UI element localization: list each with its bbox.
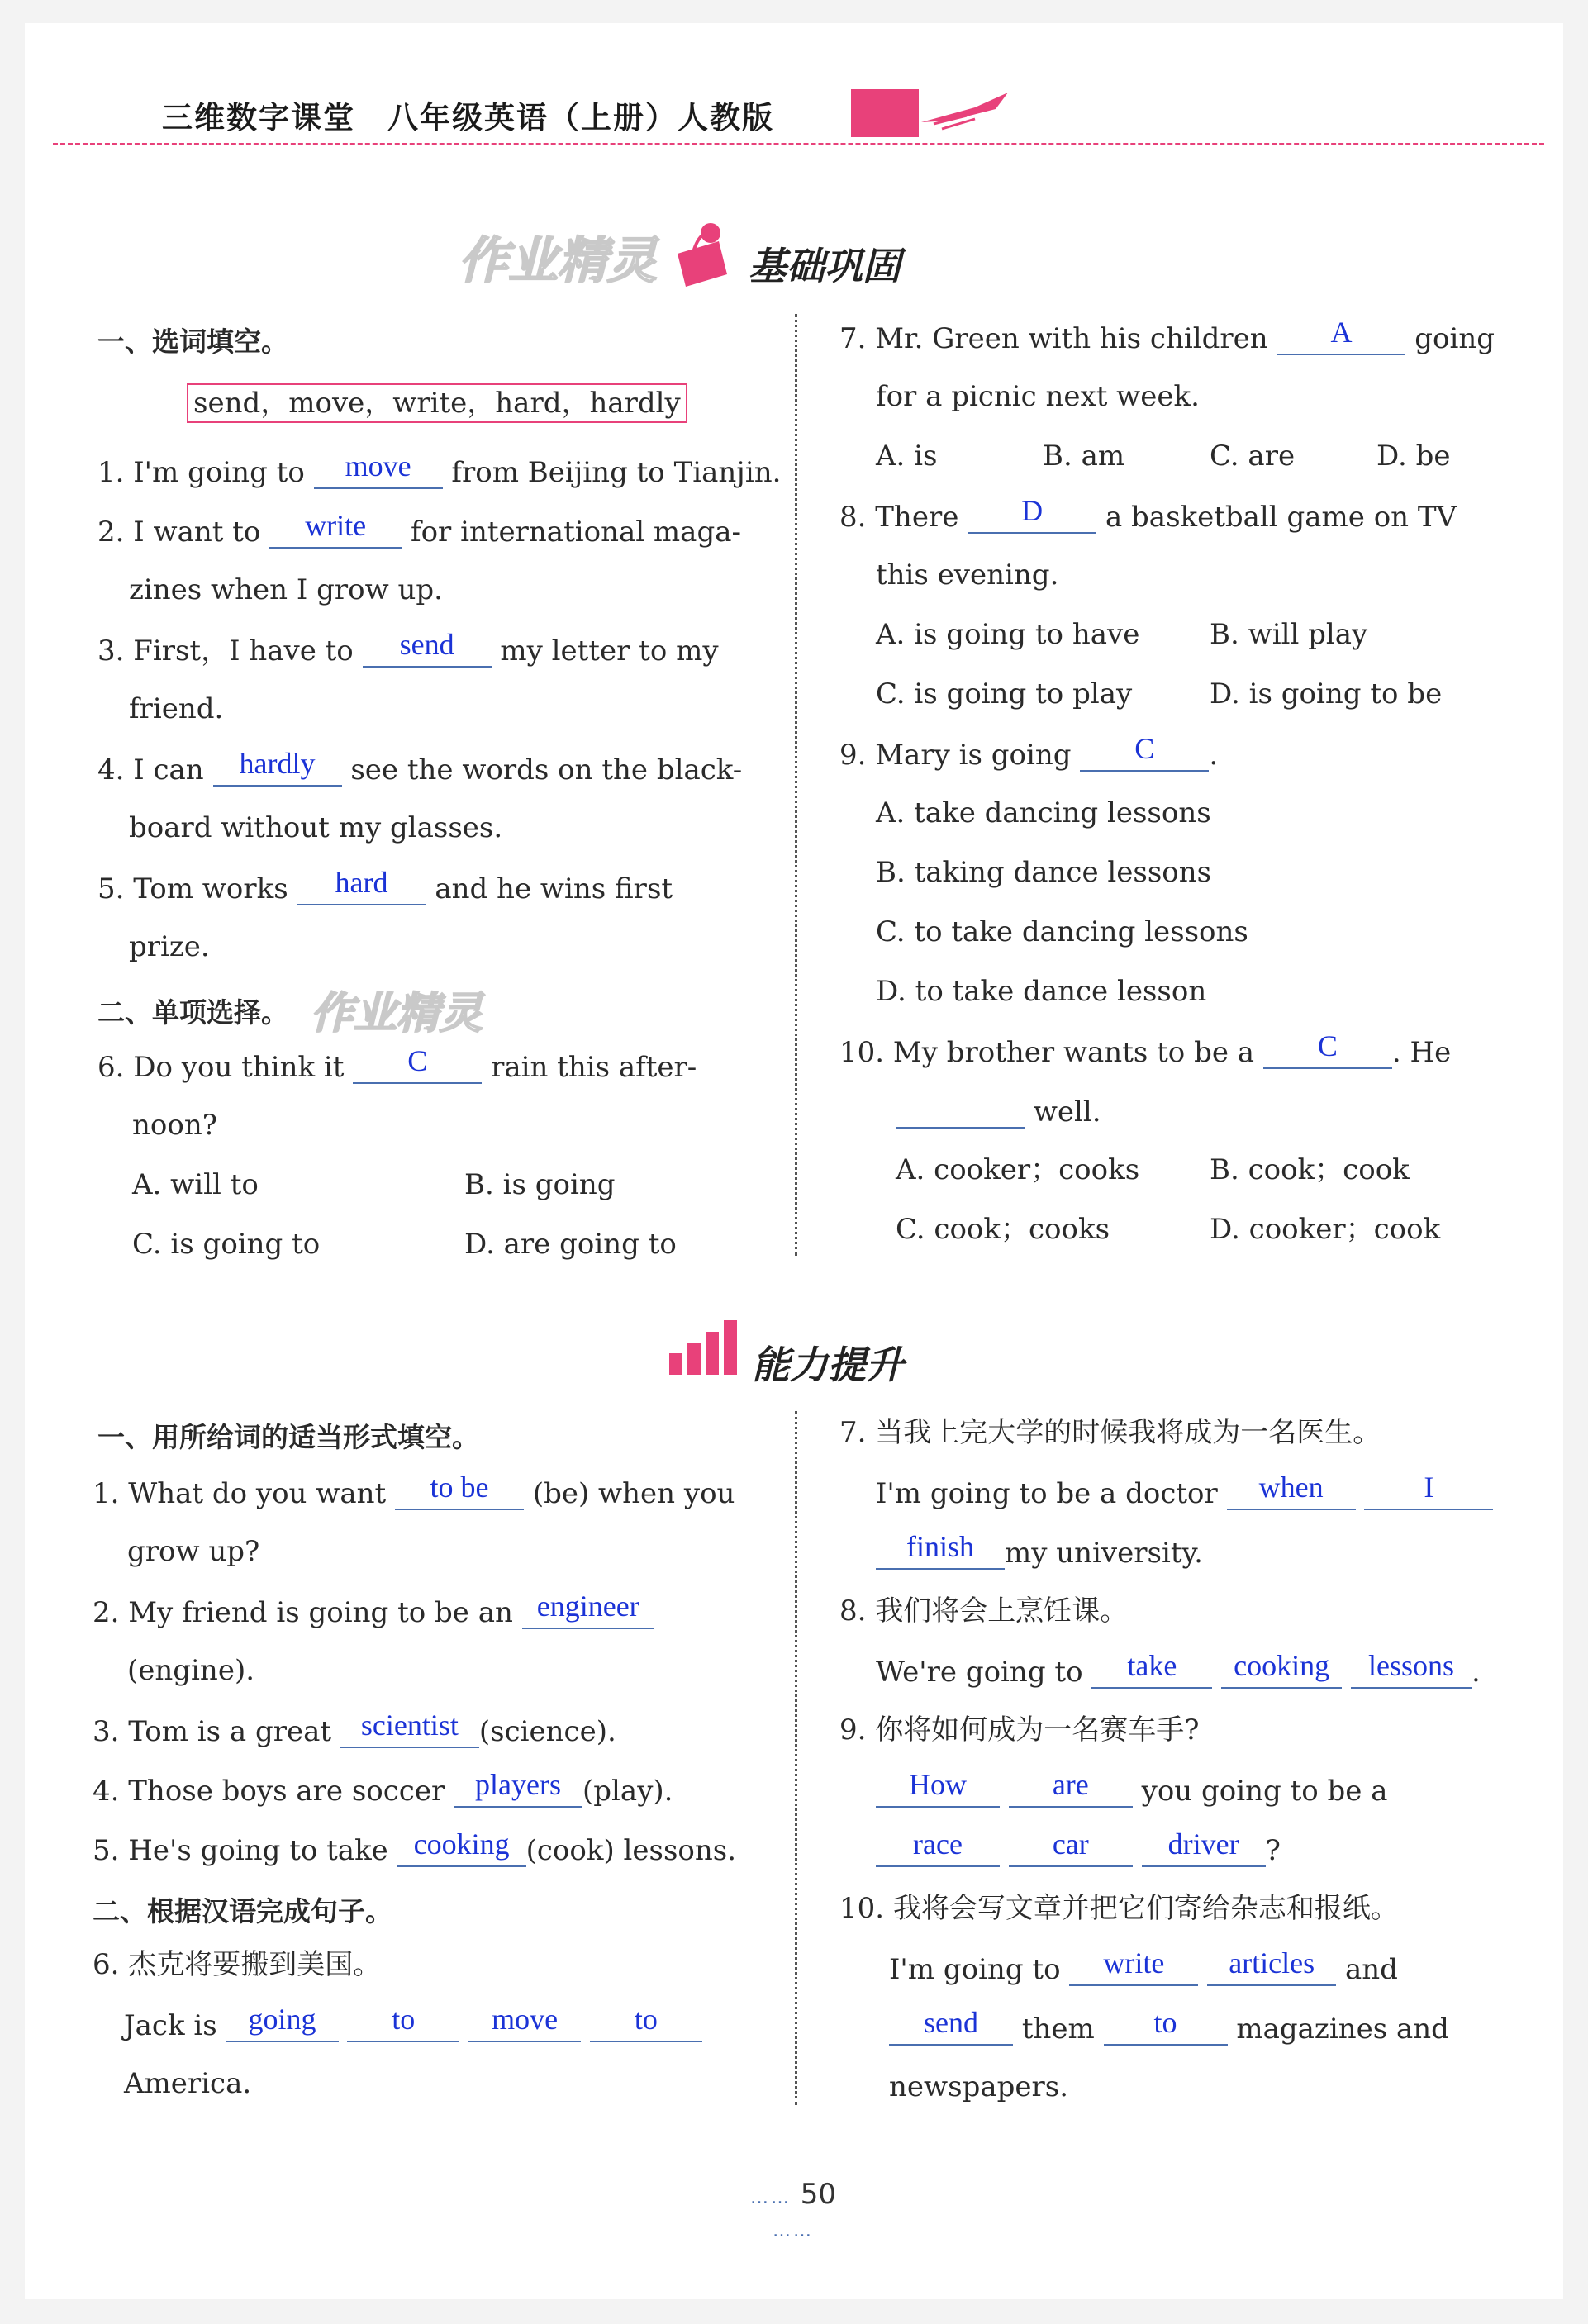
part1-heading: 一、选词填空。 bbox=[97, 326, 288, 358]
section-title-basic: 基础巩固 bbox=[749, 244, 901, 288]
section-title-advanced: 能力提升 bbox=[752, 1343, 904, 1387]
answer-s2-2[interactable]: engineer bbox=[536, 1590, 639, 1623]
answer-1[interactable]: move bbox=[345, 449, 411, 482]
answer-s2-10a[interactable]: write bbox=[1103, 1946, 1165, 1979]
question-s2-2: 2. My friend is going to be an engineer bbox=[93, 1594, 654, 1629]
watermark-2: 作业精灵 bbox=[311, 989, 483, 1038]
answer-s2-7b[interactable]: I bbox=[1424, 1471, 1434, 1504]
question-s2-8-cn: 8. 我们将会上烹饪课。 bbox=[839, 1594, 1129, 1628]
answer-6[interactable]: C bbox=[407, 1044, 428, 1077]
question-s2-10: I'm going to write articles and bbox=[889, 1946, 1398, 1986]
question-s2-1: 1. What do you want to be (be) when you bbox=[93, 1471, 735, 1510]
answer-s2-8a[interactable]: take bbox=[1127, 1649, 1177, 1682]
answer-s2-10b[interactable]: articles bbox=[1229, 1946, 1315, 1979]
question-s2-7: I'm going to be a doctor when I bbox=[876, 1476, 1493, 1510]
answer-s2-7c[interactable]: finish bbox=[906, 1530, 974, 1563]
answer-s2-4[interactable]: players bbox=[475, 1768, 561, 1801]
question-6: 6. Do you think it C rain this after- bbox=[97, 1044, 697, 1084]
book-title: 三维数字课堂 八年级英语（上册）人教版 bbox=[162, 100, 774, 135]
question-4-cont: board without my glasses. bbox=[129, 811, 503, 844]
option-7c: C. are bbox=[1210, 440, 1296, 473]
answer-4[interactable]: hardly bbox=[239, 747, 316, 780]
question-s2-10-cont: send them to magazines and bbox=[889, 2011, 1449, 2046]
watermark: 作业精灵 bbox=[459, 232, 657, 290]
option-7a: A. is bbox=[876, 440, 938, 473]
question-s2-4: 4. Those boys are soccer players (play). bbox=[93, 1768, 673, 1808]
header-accent-block bbox=[851, 89, 919, 137]
answer-5[interactable]: hard bbox=[335, 866, 388, 899]
option-9d: D. to take dance lesson bbox=[876, 975, 1207, 1008]
answer-3[interactable]: send bbox=[399, 628, 454, 661]
question-s2-10-cont2: newspapers. bbox=[889, 2070, 1068, 2103]
column-divider-2 bbox=[795, 1411, 797, 2105]
answer-s2-6d[interactable]: to bbox=[634, 2003, 658, 2036]
question-7: 7. Mr. Green with his children A going bbox=[839, 316, 1495, 355]
question-3-cont: friend. bbox=[129, 692, 224, 725]
question-s2-5: 5. He's going to take cooking (cook) lessons. bbox=[93, 1827, 737, 1867]
question-7-cont: for a picnic next week. bbox=[876, 380, 1200, 413]
option-9b: B. taking dance lessons bbox=[876, 856, 1212, 889]
question-10: 10. My brother wants to be a C . He bbox=[839, 1029, 1452, 1069]
question-6-cont: noon? bbox=[132, 1109, 217, 1142]
question-s2-6-cn: 6. 杰克将要搬到美国。 bbox=[93, 1948, 382, 1981]
question-s2-6: Jack is going to move to bbox=[124, 2008, 702, 2042]
answer-s2-6a[interactable]: going bbox=[248, 2003, 316, 2036]
answer-10[interactable]: C bbox=[1317, 1029, 1338, 1062]
question-s2-1-cont: grow up? bbox=[127, 1535, 260, 1568]
option-10a: A. cooker；cooks bbox=[896, 1153, 1140, 1186]
question-5: 5. Tom works hard and he wins first bbox=[97, 866, 673, 905]
option-6c: C. is going to bbox=[132, 1228, 321, 1261]
question-4: 4. I can hardly see the words on the black- bbox=[97, 747, 743, 787]
option-7d: D. be bbox=[1376, 440, 1451, 473]
blank-10b[interactable] bbox=[896, 1094, 1025, 1129]
answer-s2-3[interactable]: scientist bbox=[360, 1709, 459, 1742]
question-s2-7-cn: 7. 当我上完大学的时候我将成为一名医生。 bbox=[839, 1416, 1381, 1449]
option-9a: A. take dancing lessons bbox=[876, 796, 1211, 829]
question-s2-3: 3. Tom is a great scientist (science). bbox=[93, 1709, 616, 1748]
answer-s2-6c[interactable]: move bbox=[492, 2003, 559, 2036]
question-3: 3. First，I have to send my letter to my bbox=[97, 628, 719, 668]
answer-s2-8b[interactable]: cooking bbox=[1234, 1649, 1330, 1682]
page-number: 50 bbox=[800, 2178, 837, 2211]
answer-s2-8c[interactable]: lessons bbox=[1367, 1649, 1454, 1682]
column-divider bbox=[795, 314, 797, 1256]
question-s2-9-cont: race car driver ? bbox=[876, 1832, 1281, 1867]
question-2: 2. I want to write for international maga- bbox=[97, 509, 741, 549]
answer-s2-1[interactable]: to be bbox=[430, 1471, 489, 1504]
part4-heading: 二、根据汉语完成句子。 bbox=[93, 1895, 392, 1927]
option-10c: C. cook；cooks bbox=[896, 1213, 1110, 1246]
bar-chart-icon bbox=[666, 1314, 740, 1380]
answer-s2-5[interactable]: cooking bbox=[413, 1827, 510, 1861]
page-number-area bbox=[727, 2178, 859, 2244]
option-8a: A. is going to have bbox=[876, 618, 1140, 651]
word-box: send，move，write，hard，hardly bbox=[187, 383, 687, 423]
option-10b: B. cook；cook bbox=[1210, 1153, 1410, 1186]
part3-heading: 一、用所给词的适当形式填空。 bbox=[97, 1421, 479, 1453]
option-10d: D. cooker；cook bbox=[1210, 1213, 1441, 1246]
question-9: 9. Mary is going C . bbox=[839, 732, 1219, 772]
option-6b: B. is going bbox=[464, 1168, 616, 1201]
question-2-cont: zines when I grow up. bbox=[129, 573, 443, 606]
question-8-cont: this evening. bbox=[876, 558, 1059, 592]
option-8c: C. is going to play bbox=[876, 677, 1133, 711]
answer-s2-9c[interactable]: race bbox=[913, 1827, 963, 1861]
question-10-cont: well. bbox=[896, 1094, 1101, 1129]
answer-s2-9a[interactable]: How bbox=[909, 1768, 967, 1801]
question-s2-7-cont: finish my university. bbox=[876, 1535, 1203, 1570]
option-6d: D. are going to bbox=[464, 1228, 677, 1261]
answer-8[interactable]: D bbox=[1021, 494, 1044, 527]
question-s2-6-cont: America. bbox=[124, 2067, 252, 2100]
answer-s2-9e[interactable]: driver bbox=[1167, 1827, 1239, 1861]
question-1: 1. I'm going to move from Beijing to Tianjin. bbox=[97, 449, 782, 489]
answer-s2-7a[interactable]: when bbox=[1258, 1471, 1324, 1504]
page-dots-right: …… bbox=[773, 2221, 814, 2241]
rocket-icon bbox=[917, 83, 1016, 132]
question-s2-2-cont: (engine). bbox=[127, 1654, 255, 1687]
bag-icon bbox=[669, 216, 735, 291]
answer-2[interactable]: write bbox=[305, 509, 367, 542]
answer-9[interactable]: C bbox=[1134, 732, 1155, 765]
answer-s2-9b[interactable]: are bbox=[1052, 1768, 1089, 1801]
answer-s2-10d[interactable]: to bbox=[1153, 2006, 1177, 2039]
answer-s2-6b[interactable]: to bbox=[392, 2003, 416, 2036]
option-7b: B. am bbox=[1043, 440, 1125, 473]
option-8d: D. is going to be bbox=[1210, 677, 1443, 711]
question-s2-9-cn: 9. 你将如何成为一名赛车手? bbox=[839, 1713, 1200, 1747]
part2-heading: 二、单项选择。 bbox=[97, 996, 288, 1029]
page-dots-left: …… bbox=[749, 2188, 792, 2208]
answer-s2-9d[interactable]: car bbox=[1052, 1827, 1089, 1861]
question-s2-8: We're going to take cooking lessons . bbox=[876, 1649, 1481, 1689]
question-8: 8. There D a basketball game on TV bbox=[839, 494, 1457, 534]
question-5-cont: prize. bbox=[129, 930, 210, 963]
answer-s2-10c[interactable]: send bbox=[924, 2006, 978, 2039]
option-6a: A. will to bbox=[132, 1168, 259, 1201]
question-s2-9: How are you going to be a bbox=[876, 1773, 1388, 1808]
option-8b: B. will play bbox=[1210, 618, 1368, 651]
option-9c: C. to take dancing lessons bbox=[876, 915, 1248, 948]
question-s2-10-cn: 10. 我将会写文章并把它们寄给杂志和报纸。 bbox=[839, 1892, 1399, 1925]
header-divider bbox=[53, 143, 1544, 145]
answer-7[interactable]: A bbox=[1330, 316, 1353, 349]
